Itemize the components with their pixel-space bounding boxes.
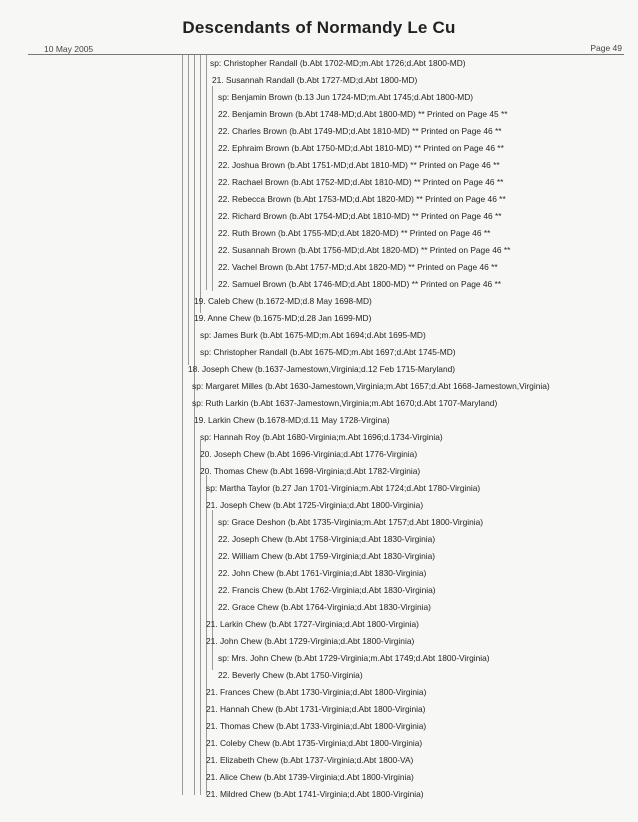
descendant-entry: 22. Francis Chew (b.Abt 1762-Virginia;d.Abt 1830-Virginia) [218,585,436,595]
descendant-entry: 20. Thomas Chew (b.Abt 1698-Virginia;d.Abt 1782-Virginia) [200,466,421,476]
descendant-entry: 22. Grace Chew (b.Abt 1764-Virginia;d.Abt 1830-Virginia) [218,602,431,612]
descendant-entry: 22. Benjamin Brown (b.Abt 1748-MD;d.Abt 1800-MD) ** Printed on Page 45 ** [218,109,508,119]
descendant-entry: 22. Rebecca Brown (b.Abt 1753-MD;d.Abt 1820-MD) ** Printed on Page 46 ** [218,194,506,204]
descendant-entry: 21. Joseph Chew (b.Abt 1725-Virginia;d.Abt 1800-Virginia) [206,500,424,510]
tree-line [212,86,213,291]
descendant-entry: 21. Alice Chew (b.Abt 1739-Virginia;d.Abt 1800-Virginia) [206,772,414,782]
descendant-entry: 21. Thomas Chew (b.Abt 1733-Virginia;d.Abt 1800-Virginia) [206,721,427,731]
tree-line [188,55,189,365]
descendant-entry: 22. Vachel Brown (b.Abt 1757-MD;d.Abt 1820-MD) ** Printed on Page 46 ** [218,262,498,272]
descendant-entry: 22. Richard Brown (b.Abt 1754-MD;d.Abt 1810-MD) ** Printed on Page 46 ** [218,211,502,221]
descendant-entry: 22. Susannah Brown (b.Abt 1756-MD;d.Abt 1820-MD) ** Printed on Page 46 ** [218,245,511,255]
descendant-entry: sp: Margaret Milles (b.Abt 1630-Jamestown,Virginia;m.Abt 1657;d.Abt 1668-Jamestown,Virginia) [192,381,550,391]
descendant-entry: 22. John Chew (b.Abt 1761-Virginia;d.Abt 1830-Virginia) [218,568,427,578]
descendant-entry: 21. John Chew (b.Abt 1729-Virginia;d.Abt 1800-Virginia) [206,636,415,646]
descendant-entry: sp: James Burk (b.Abt 1675-MD;m.Abt 1694;d.Abt 1695-MD) [200,330,426,340]
tree-line [182,55,183,795]
descendant-entry: 21. Mildred Chew (b.Abt 1741-Virginia;d.Abt 1800-Virginia) [206,789,424,799]
descendant-entry: 19. Anne Chew (b.1675-MD;d.28 Jan 1699-MD) [194,313,372,323]
descendant-entry: 22. Beverly Chew (b.Abt 1750-Virginia) [218,670,363,680]
descendant-entry: sp: Christopher Randall (b.Abt 1675-MD;m.Abt 1697;d.Abt 1745-MD) [200,347,456,357]
descendant-entry: 21. Larkin Chew (b.Abt 1727-Virginia;d.Abt 1800-Virginia) [206,619,419,629]
descendant-entry: 21. Hannah Chew (b.Abt 1731-Virginia;d.Abt 1800-Virginia) [206,704,426,714]
descendant-entry: 22. Ephraim Brown (b.Abt 1750-MD;d.Abt 1810-MD) ** Printed on Page 46 ** [218,143,504,153]
descendant-entry: sp: Christopher Randall (b.Abt 1702-MD;m.Abt 1726;d.Abt 1800-MD) [210,58,466,68]
descendant-entry: sp: Martha Taylor (b.27 Jan 1701-Virginia;m.Abt 1724;d.Abt 1780-Virginia) [206,483,481,493]
print-date: 10 May 2005 [44,44,94,54]
descendant-entry: 22. Charles Brown (b.Abt 1749-MD;d.Abt 1810-MD) ** Printed on Page 46 ** [218,126,502,136]
descendant-entry: 20. Joseph Chew (b.Abt 1696-Virginia;d.Abt 1776-Virginia) [200,449,418,459]
descendant-entry: 21. Elizabeth Chew (b.Abt 1737-Virginia;d.Abt 1800-VA) [206,755,414,765]
descendant-entry: sp: Hannah Roy (b.Abt 1680-Virginia;m.Abt 1696;d.1734-Virginia) [200,432,443,442]
descendant-entry: 19. Caleb Chew (b.1672-MD;d.8 May 1698-MD) [194,296,372,306]
descendant-entry: 21. Susannah Randall (b.Abt 1727-MD;d.Abt 1800-MD) [212,75,418,85]
descendant-entry: sp: Grace Deshon (b.Abt 1735-Virginia;m.Abt 1757;d.Abt 1800-Virginia) [218,517,484,527]
descendant-entry: sp: Ruth Larkin (b.Abt 1637-Jamestown,Virginia;m.Abt 1670;d.Abt 1707-Maryland) [192,398,498,408]
tree-line [206,55,207,290]
descendant-entry: 22. William Chew (b.Abt 1759-Virginia;d.Abt 1830-Virginia) [218,551,436,561]
descendant-entry: 22. Samuel Brown (b.Abt 1746-MD;d.Abt 1800-MD) ** Printed on Page 46 ** [218,279,502,289]
descendant-entry: 21. Frances Chew (b.Abt 1730-Virginia;d.Abt 1800-Virginia) [206,687,427,697]
descendant-entry: 22. Joshua Brown (b.Abt 1751-MD;d.Abt 1810-MD) ** Printed on Page 46 ** [218,160,500,170]
descendant-entry: 19. Larkin Chew (b.1678-MD;d.11 May 1728-Virgina) [194,415,390,425]
descendant-entry: sp: Mrs. John Chew (b.Abt 1729-Virginia;m.Abt 1749;d.Abt 1800-Virginia) [218,653,490,663]
tree-line [200,55,201,313]
tree-line [200,440,201,795]
descendant-entry: 22. Rachael Brown (b.Abt 1752-MD;d.Abt 1810-MD) ** Printed on Page 46 ** [218,177,504,187]
page-number: Page 49 [590,43,622,53]
descendant-entry: sp: Benjamin Brown (b.13 Jun 1724-MD;m.Abt 1745;d.Abt 1800-MD) [218,92,474,102]
descendant-entry: 21. Coleby Chew (b.Abt 1735-Virginia;d.Abt 1800-Virginia) [206,738,423,748]
descendant-entry: 18. Joseph Chew (b.1637-Jamestown,Virginia;d.12 Feb 1715-Maryland) [188,364,456,374]
descendant-entry: 22. Joseph Chew (b.Abt 1758-Virginia;d.Abt 1830-Virginia) [218,534,436,544]
descendant-entry: 22. Ruth Brown (b.Abt 1755-MD;d.Abt 1820-MD) ** Printed on Page 46 ** [218,228,491,238]
document-title: Descendants of Normandy Le Cu [182,18,456,37]
